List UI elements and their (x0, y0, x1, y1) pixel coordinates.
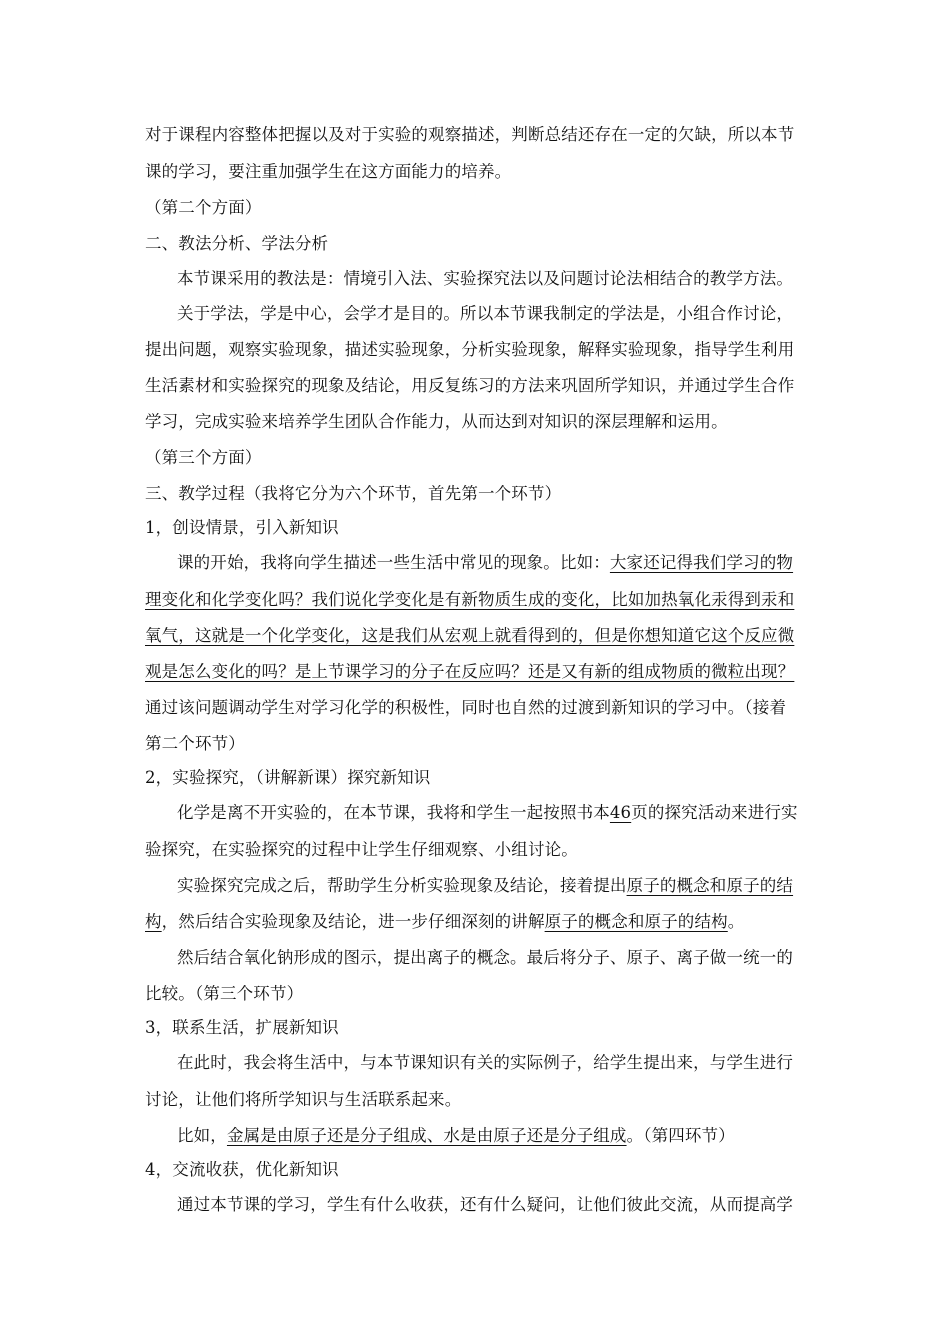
text-run: 提出问题，观察实验现象，描述实验现象，分析实验现象，解释实验现象，指导学生利用 (145, 340, 795, 359)
paragraph-line (145, 125, 805, 145)
paragraph-line (145, 626, 805, 646)
paragraph-line (145, 840, 805, 860)
paragraph-line (145, 984, 805, 1004)
paragraph-line (145, 162, 805, 182)
text-run: 第二个环节） (145, 734, 245, 753)
text-run: 1，创设情景，引入新知识 (145, 518, 339, 537)
underlined-text: 原子的概念和原子的结 (626, 876, 794, 895)
subsection-heading (145, 518, 805, 538)
underlined-text: 大家还记得我们学习的物 (609, 553, 794, 572)
paragraph-line (177, 1195, 805, 1215)
text-run: ，然后结合实验现象及结论，进一步仔细深刻的讲解 (161, 912, 545, 931)
section-note (145, 198, 805, 218)
text-run: 在此时，我会将生活中，与本节课知识有关的实际例子，给学生提出来，与学生进行 (177, 1053, 794, 1072)
section-note (145, 448, 805, 468)
text-run: 页的探究活动来进行实 (631, 803, 798, 822)
paragraph-line (177, 269, 805, 289)
underlined-text: 46 (609, 803, 632, 822)
paragraph-line (145, 1090, 805, 1110)
subsection-heading (145, 768, 805, 788)
text-run: 本节课采用的教法是：情境引入法、实验探究法以及问题讨论法相结合的教学方法。 (177, 269, 794, 288)
text-run: 通过该问题调动学生对学习化学的积极性，同时也自然的过渡到新知识的学习中。（接着 (145, 698, 787, 717)
text-run: 2，实验探究，（讲解新课）探究新知识 (145, 768, 431, 787)
underlined-text: 构 (145, 912, 162, 931)
text-run: 3，联系生活，扩展新知识 (145, 1018, 339, 1037)
subsection-heading (145, 1160, 805, 1180)
text-run: 对于课程内容整体把握以及对于实验的观察描述，判断总结还存在一定的欠缺，所以本节 (145, 125, 795, 144)
section-heading (145, 484, 805, 504)
text-run: 实验探究完成之后，帮助学生分析实验现象及结论，接着提出 (177, 876, 627, 895)
paragraph-line (177, 876, 805, 896)
text-run: 。（第四环节） (626, 1126, 735, 1145)
paragraph-line (177, 553, 805, 573)
text-run: 验探究，在实验探究的过程中让学生仔细观察、小组讨论。 (145, 840, 578, 859)
paragraph-line (145, 734, 805, 754)
underlined-text: 氧气，这就是一个化学变化，这是我们从宏观上就看得到的，但是你想知道它这个反应微 (145, 626, 795, 645)
paragraph-line (177, 304, 805, 324)
text-run: 课的学习，要注重加强学生在这方面能力的培养。 (145, 162, 512, 181)
paragraph-line (145, 340, 805, 360)
paragraph-line (177, 948, 805, 968)
text-run: 生活素材和实验探究的现象及结论，用反复练习的方法来巩固所学知识，并通过学生合作 (145, 376, 795, 395)
text-run: 三、教学过程（我将它分为六个环节，首先第一个环节） (145, 484, 562, 503)
paragraph-line (145, 912, 805, 932)
paragraph-line (145, 376, 805, 396)
paragraph-line (177, 1126, 805, 1146)
text-run: 比如， (177, 1126, 227, 1145)
text-run: 通过本节课的学习，学生有什么收获，还有什么疑问，让他们彼此交流，从而提高学 (177, 1195, 794, 1214)
text-run: 4，交流收获，优化新知识 (145, 1160, 339, 1179)
underlined-text: 金属是由原子还是分子组成、水是由原子还是分子组成 (226, 1126, 627, 1145)
underlined-text: 原子的概念和原子的结构 (544, 912, 728, 931)
text-run: 课的开始，我将向学生描述一些生活中常见的现象。比如： (177, 553, 610, 572)
paragraph-line (145, 662, 805, 682)
text-run: 比较。（第三个环节） (145, 984, 304, 1003)
section-heading (145, 234, 805, 254)
text-run: 化学是离不开实验的，在本节课，我将和学生一起按照书本 (177, 803, 610, 822)
text-run: 。 (727, 912, 745, 931)
paragraph-line (177, 803, 805, 823)
text-run: 讨论，让他们将所学知识与生活联系起来。 (145, 1090, 462, 1109)
underlined-text: 观是怎么变化的吗？是上节课学习的分子在反应吗？还是又有新的组成物质的微粒出现？ (145, 662, 795, 681)
paragraph-line (145, 412, 805, 432)
text-run: 关于学法，学是中心，会学才是目的。所以本节课我制定的学法是，小组合作讨论， (177, 304, 794, 323)
text-run: （第三个方面） (145, 448, 262, 467)
text-run: 学习，完成实验来培养学生团队合作能力，从而达到对知识的深层理解和运用。 (145, 412, 728, 431)
text-run: 二、教法分析、学法分析 (145, 234, 329, 253)
text-run: （第二个方面） (145, 198, 262, 217)
text-run: 然后结合氧化钠形成的图示，提出离子的概念。最后将分子、原子、离子做一统一的 (177, 948, 794, 967)
underlined-text: 理变化和化学变化吗？我们说化学变化是有新物质生成的变化，比如加热氧化汞得到汞和 (145, 590, 795, 609)
subsection-heading (145, 1018, 805, 1038)
paragraph-line (145, 590, 805, 610)
paragraph-line (145, 698, 805, 718)
paragraph-line (177, 1053, 805, 1073)
